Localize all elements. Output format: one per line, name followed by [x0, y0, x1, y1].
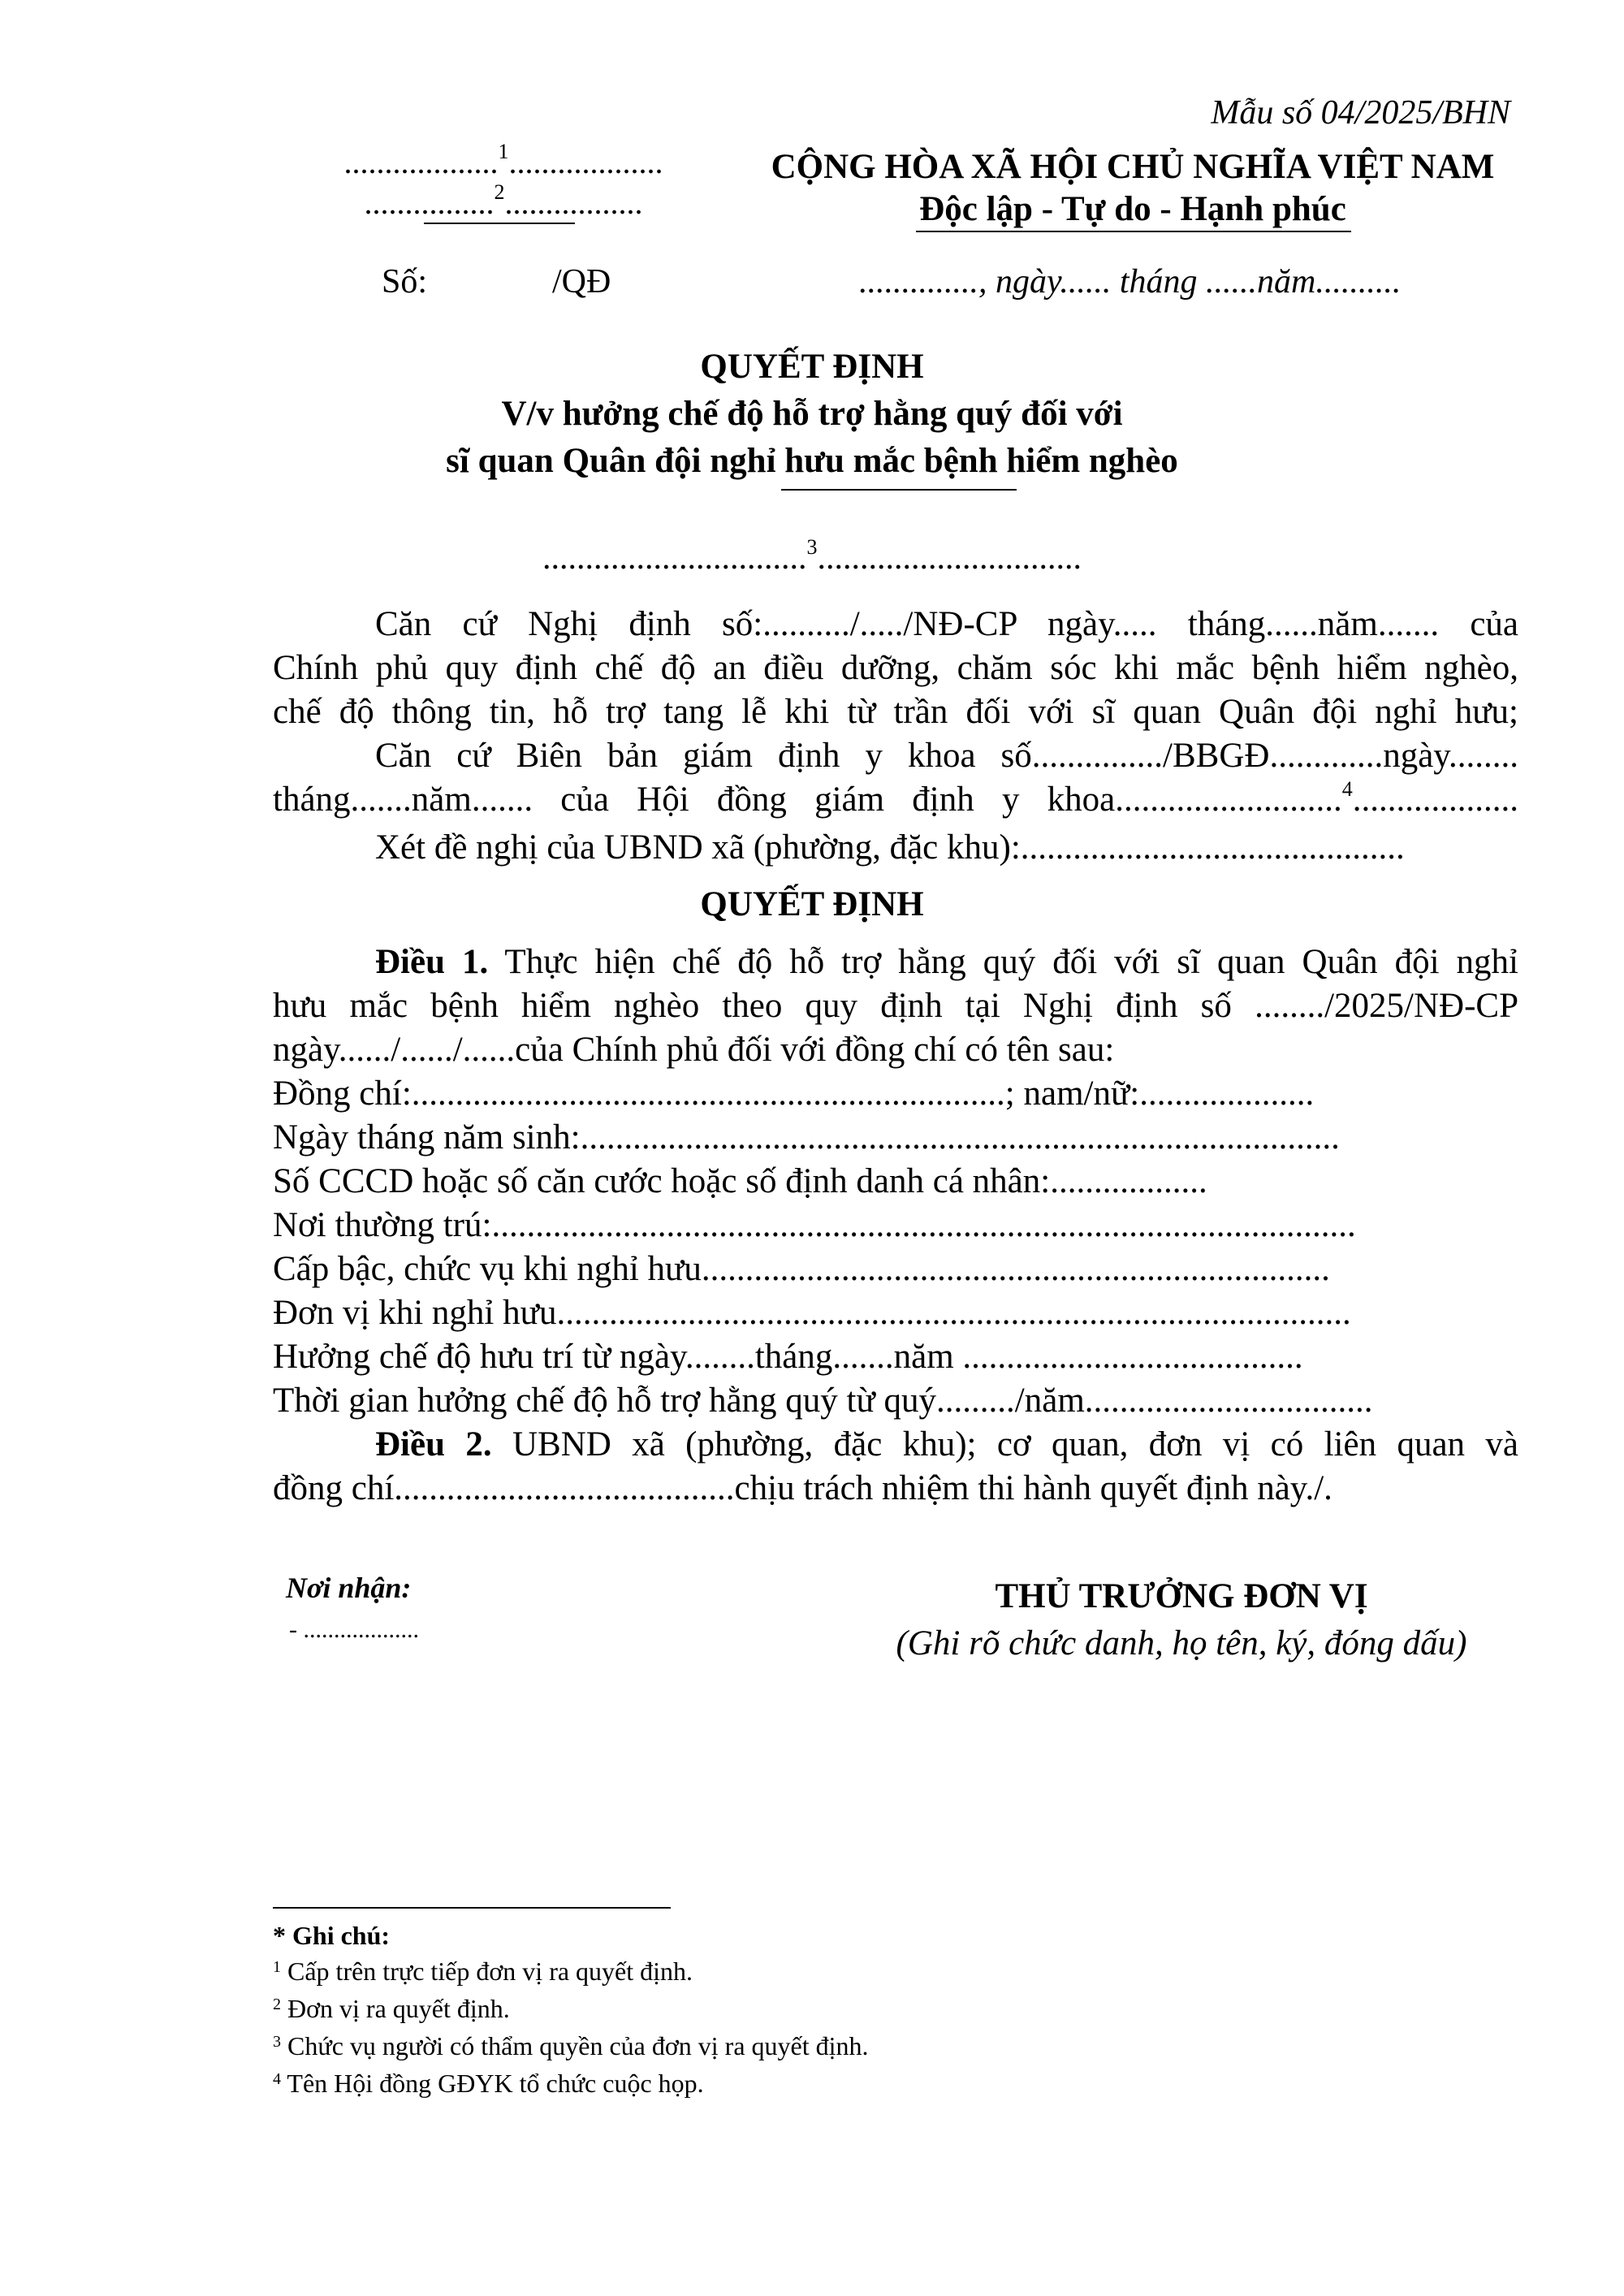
field-support-period: Thời gian hưởng chế độ hỗ trợ hằng quý từ quý........./năm................................. [273, 1381, 1373, 1420]
form-number: Mẫu số 04/2025/BHN [1211, 94, 1510, 132]
issuer-superior-dots-pre: ................... [343, 144, 499, 180]
article-1-label: Điều 1. [375, 943, 489, 981]
article-2-label: Điều 2. [375, 1425, 492, 1464]
issuer-unit-dots-post: ................. [504, 184, 643, 221]
footnote-3-text: Chức vụ người có thẩm quyền của đơn vị ra quyết định. [281, 2031, 869, 2060]
basis-medical-line2-text: tháng.......năm....... của Hội đồng giám định y khoa.......................... [273, 780, 1342, 819]
document-title: QUYẾT ĐỊNH [700, 348, 924, 386]
footnote-4-text: Tên Hội đồng GĐYK tổ chức cuộc họp. [281, 2069, 704, 2098]
article-1-line2: hưu mắc bệnh hiểm nghèo theo quy định tại Nghị định số ......../2025/NĐ-CP [273, 987, 1518, 1025]
footnote-1 [273, 1954, 693, 1992]
footnote-2 [273, 1991, 510, 2030]
field-id-number: Số CCCD hoặc số căn cước hoặc số định danh cá nhân:.................. [273, 1162, 1207, 1200]
field-permanent-residence: Nơi thường trú:................................................................................................... [273, 1206, 1356, 1244]
footnote-3 [273, 2029, 869, 2067]
article-2-text: UBND xã (phường, đặc khu); cơ quan, đơn vị có liên quan và [491, 1425, 1518, 1464]
footnote-2-text: Đơn vị ra quyết định. [281, 1994, 510, 2023]
title-underline [781, 489, 1017, 491]
field-rank-position: Cấp bậc, chức vụ khi nghỉ hưu........................................................................ [273, 1250, 1330, 1288]
article-1 [273, 940, 1518, 1511]
basis-medical-line1: Căn cứ Biên bản giám định y khoa số.............../BBGĐ.............ngày........ [375, 737, 1518, 775]
basis-decree-line3: chế độ thông tin, hỗ trợ tang lễ khi từ trần đối với sĩ quan Quân đội nghỉ hưu; [273, 693, 1518, 731]
legal-basis [273, 603, 1518, 870]
article-2-line1 [273, 1423, 1518, 1467]
place-date-line: .............., ngày...... tháng ......năm.......... [859, 263, 1402, 301]
footnote-separator [273, 1907, 671, 1909]
nation-name: CỘNG HÒA XÃ HỘI CHỦ NGHĨA VIỆT NAM [771, 148, 1495, 186]
signature-title: THỦ TRƯỞNG ĐƠN VỊ [995, 1577, 1368, 1615]
basis-medical-line2-dots: ................... [1352, 780, 1518, 819]
footnotes-heading: * Ghi chú: [273, 1921, 391, 1950]
footnote-2-number: 2 [273, 1995, 281, 2013]
decision-number-label: Số: [382, 263, 428, 301]
basis-decree-line1: Căn cứ Nghị định số:........../...../NĐ-CP ngày..... tháng......năm....... của [375, 605, 1518, 643]
article-1-text: Thực hiện chế độ hỗ trợ hằng quý đối với sĩ quan Quân đội nghỉ [488, 943, 1519, 981]
footnote-1-text: Cấp trên trực tiếp đơn vị ra quyết định. [281, 1957, 693, 1986]
footnote-ref-2: 2 [494, 180, 505, 204]
footnote-4-number: 4 [273, 2070, 281, 2088]
decision-heading: QUYẾT ĐỊNH [700, 885, 924, 923]
motto-underline [916, 231, 1351, 232]
footnote-1-number: 1 [273, 1958, 281, 1976]
authority-dots-pre: ............................... [542, 539, 807, 577]
issuer-superior-dots-post: ................... [508, 144, 663, 180]
document-subject-line1: V/v hưởng chế độ hỗ trợ hằng quý đối với [501, 395, 1123, 433]
motto: Độc lập - Tự do - Hạnh phúc [919, 190, 1346, 228]
field-full-name: Đồng chí:....................................................................; nam/nữ:.................... [273, 1074, 1315, 1113]
field-unit-at-retirement: Đơn vị khi nghỉ hưu........................................................................................... [273, 1294, 1351, 1332]
footnote-4 [273, 2066, 704, 2104]
basis-decree-line2: Chính phủ quy định chế độ an điều dưỡng, chăm sóc khi mắc bệnh hiểm nghèo, [273, 649, 1518, 687]
footnote-ref-3: 3 [806, 535, 818, 559]
recipients-item: - ................... [289, 1616, 419, 1643]
decision-number-suffix: /QĐ [552, 263, 611, 301]
article-1-line3: ngày....../....../......của Chính phủ đối với đồng chí có tên sau: [273, 1031, 1115, 1069]
field-date-of-birth: Ngày tháng năm sinh:....................................................................................... [273, 1118, 1340, 1157]
basis-proposal-line: Xét đề nghị của UBND xã (phường, đặc khu):............................................ [375, 828, 1405, 867]
article-2-line2: đồng chí.......................................chịu trách nhiệm thi hành quyết định này./. [273, 1469, 1332, 1507]
issuer-underline [424, 223, 575, 224]
footnote-ref-4: 4 [1341, 777, 1353, 801]
authority-dots-post: ............................... [817, 539, 1082, 577]
footnote-3-number: 3 [273, 2033, 281, 2051]
field-pension-start: Hưởng chế độ hưu trí từ ngày........tháng.......năm ....................................... [273, 1338, 1303, 1376]
authority-line [0, 534, 1624, 586]
issuer-unit-dots-pre: ................ [364, 184, 495, 221]
document-subject-line2: sĩ quan Quân đội nghỉ hưu mắc bệnh hiểm nghèo [446, 442, 1178, 480]
article-1-line1 [273, 940, 1518, 984]
recipients-label: Nơi nhận: [286, 1572, 412, 1604]
footnote-ref-1: 1 [498, 140, 509, 163]
signature-note: (Ghi rõ chức danh, họ tên, ký, đóng dấu) [896, 1624, 1467, 1663]
basis-medical-line2 [273, 778, 1518, 826]
